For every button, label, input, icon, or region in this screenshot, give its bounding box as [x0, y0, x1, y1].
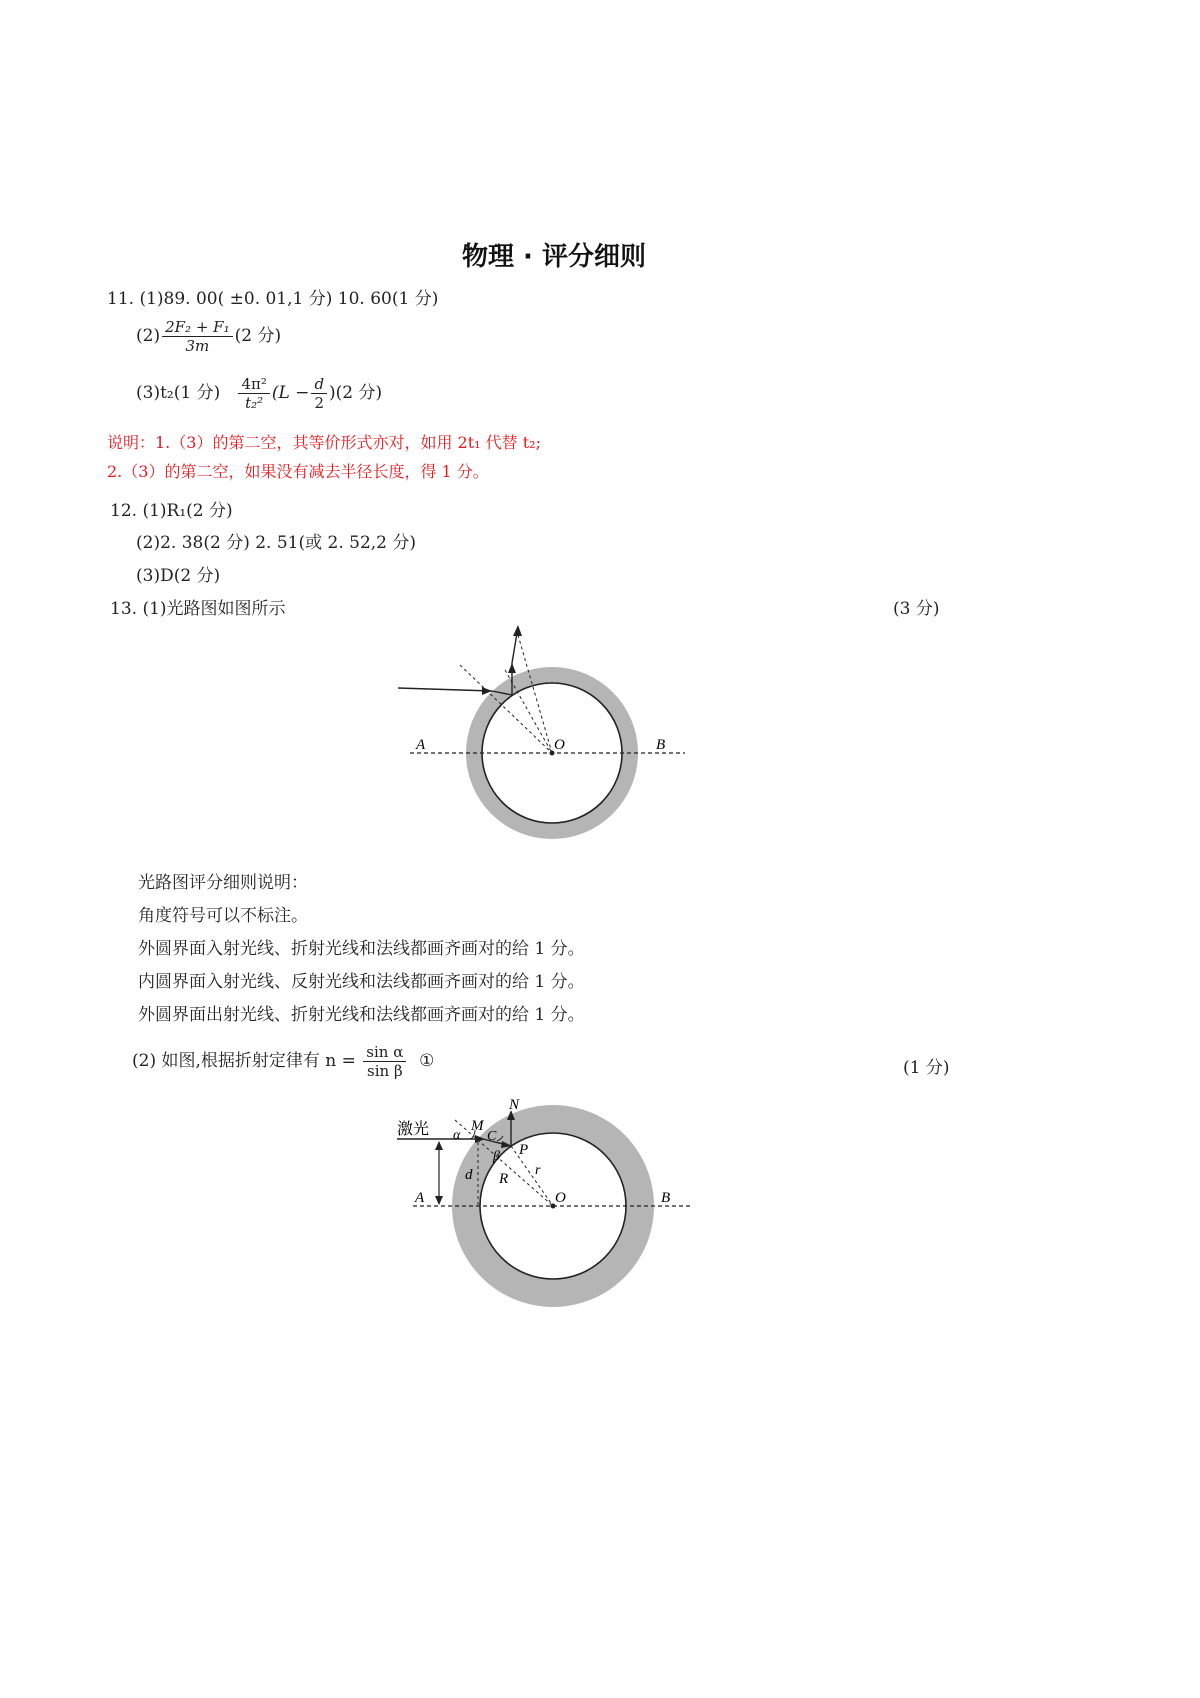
rubric-line-4: 外圆界面出射光线、折射光线和法线都画齐画对的给 1 分。 [138, 1005, 585, 1025]
q11-fraction-2-den: t₂² [245, 394, 264, 412]
label-B: B [656, 737, 666, 753]
page-title: 物理 · 评分细则 [462, 242, 646, 272]
snell-fraction-num: sin α [363, 1043, 406, 1062]
q13-part2 [132, 1043, 434, 1080]
note-line1: 说明：1.（3）的第二空，其等价形式亦对，如用 2t₁ 代替 t₂; [107, 433, 541, 452]
equation-mark: ① [419, 1051, 435, 1071]
q13-line1: 13. (1)光路图如图所示 [110, 599, 286, 619]
exit-arrow [513, 625, 522, 636]
light-path-figure-1 [380, 615, 700, 860]
rubric-line-1: 角度符号可以不标注。 [138, 906, 308, 926]
label-alpha: α [453, 1128, 461, 1143]
q11-line3-suffix: )(2 分) [329, 383, 383, 403]
q11-fraction-1-den: 3m [185, 337, 210, 355]
q11-line2 [136, 318, 281, 355]
q11-line3-prefix: (3)t₂(1 分) [136, 383, 221, 403]
q12-line3: (3)D(2 分) [136, 566, 221, 586]
q11-fraction-2-num: 4π² [238, 375, 269, 394]
q13-part2-prefix: (2) 如图,根据折射定律有 n = [132, 1051, 356, 1071]
label-A: A [416, 737, 426, 753]
q11-fraction-3 [311, 375, 327, 412]
snell-fraction [363, 1043, 406, 1080]
label-B-2: B [661, 1190, 671, 1206]
rubric-line-0: 光路图评分细则说明： [138, 873, 308, 893]
label-N: N [509, 1097, 520, 1113]
label-P: P [519, 1142, 529, 1158]
q11-line3 [136, 375, 382, 412]
note-line2: 2.（3）的第二空，如果没有减去半径长度，得 1 分。 [107, 462, 489, 481]
label-laser: 激光 [397, 1119, 430, 1138]
snell-fraction-den: sin β [367, 1062, 403, 1080]
rubric-line-2: 外圆界面入射光线、折射光线和法线都画齐画对的给 1 分。 [138, 939, 585, 959]
reflected-arrow [508, 663, 516, 673]
rubric-line-3: 内圆界面入射光线、反射光线和法线都画齐画对的给 1 分。 [138, 972, 585, 992]
q11-line2-prefix: (2) [136, 326, 161, 346]
q11-fraction-2 [238, 375, 269, 412]
label-d: d [465, 1167, 473, 1183]
label-O: O [554, 737, 565, 753]
q11-line1: 11. (1)89. 00( ±0. 01,1 分) 10. 60(1 分) [107, 289, 439, 309]
q11-fraction-1-num: 2F₂ + F₁ [162, 318, 233, 337]
label-C: C [487, 1129, 497, 1144]
label-beta: β [493, 1149, 500, 1164]
label-r: r [535, 1163, 541, 1178]
height-arrow-bottom [435, 1196, 443, 1205]
light-path-figure-2 [385, 1092, 705, 1322]
label-R: R [499, 1171, 509, 1187]
q11-fraction-1 [162, 318, 233, 355]
q11-line3-mid: (L − [271, 383, 310, 403]
label-O-2: O [555, 1190, 566, 1206]
q13-line1-score: (3 分) [893, 599, 940, 619]
q11-fraction-3-num: d [311, 375, 327, 394]
q12-line1: 12. (1)R₁(2 分) [110, 501, 233, 521]
q12-line2: (2)2. 38(2 分) 2. 51(或 2. 52,2 分) [136, 533, 417, 553]
label-A-2: A [415, 1190, 425, 1206]
q13-part2-score: (1 分) [903, 1058, 950, 1078]
height-arrow-top [435, 1141, 443, 1150]
q11-fraction-3-den: 2 [314, 394, 325, 412]
incident-ray [398, 688, 492, 691]
q11-line2-suffix: (2 分) [234, 326, 282, 346]
label-M: M [471, 1118, 484, 1134]
